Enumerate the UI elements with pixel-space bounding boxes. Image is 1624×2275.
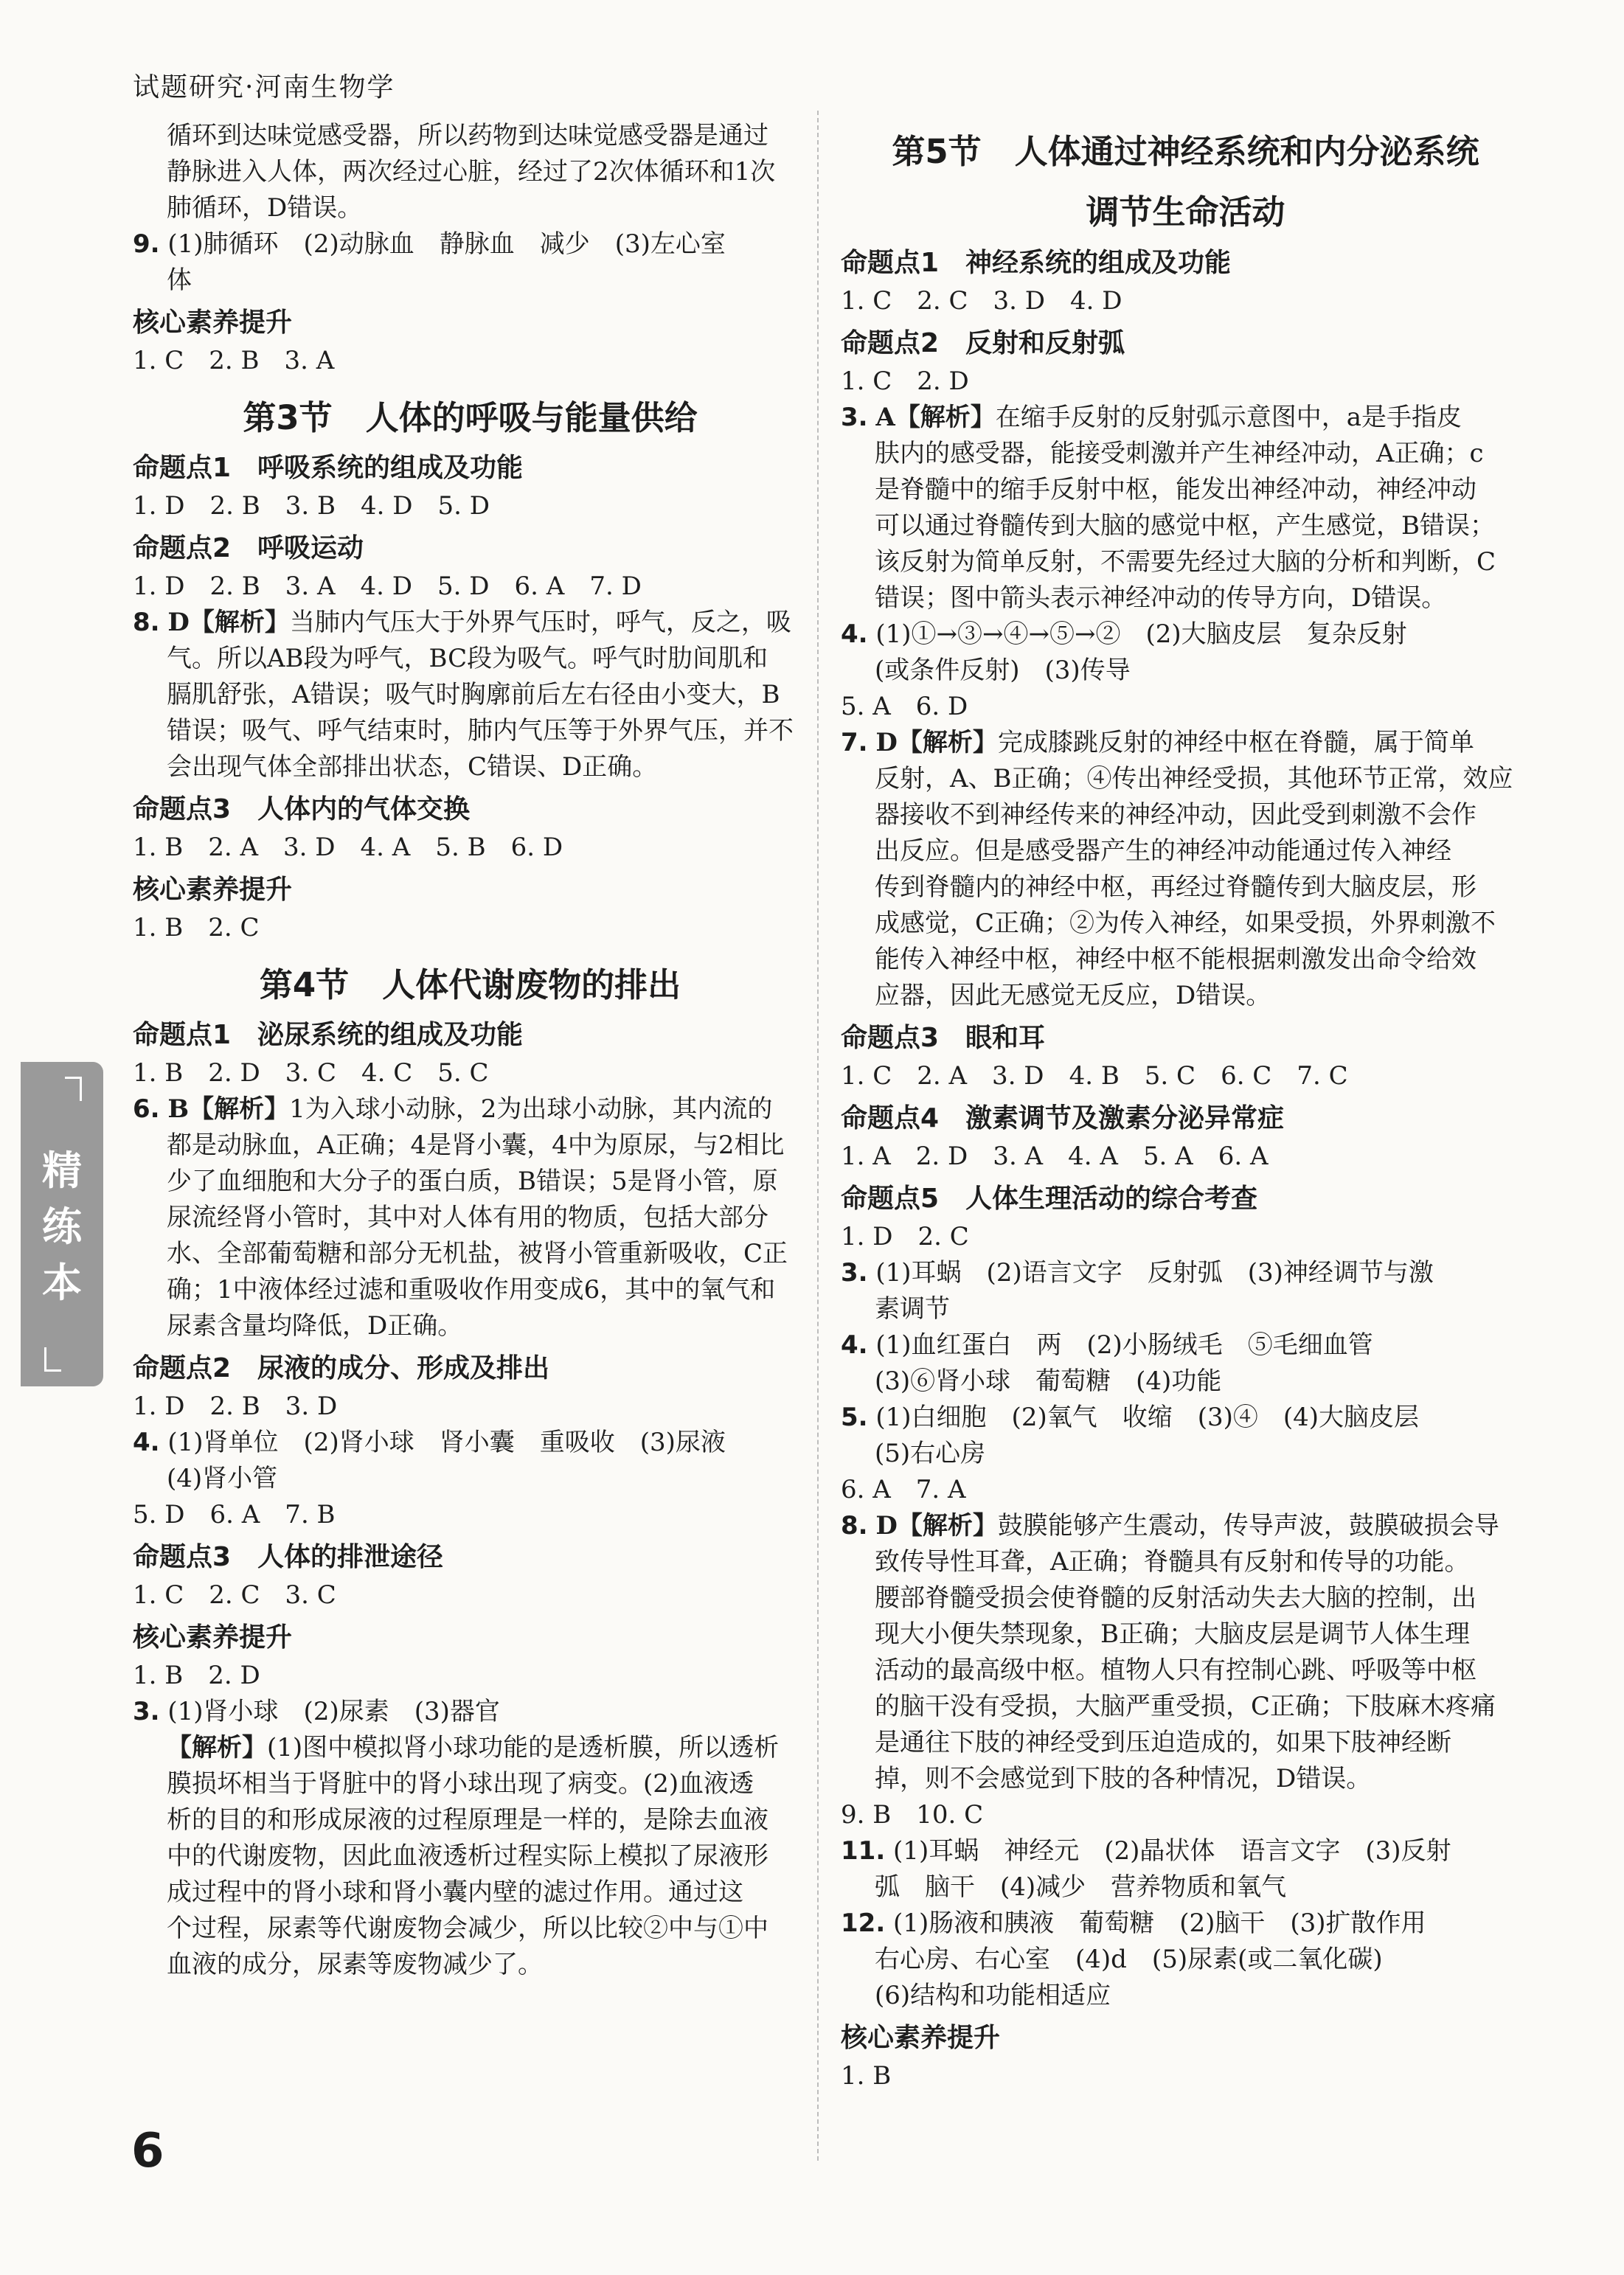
answer-text-line [841,797,1530,833]
answer-text: 析的目的和形成尿液的过程原理是一样的，是除去血液 [167,1805,768,1835]
answer-text: 传到脊髓内的神经中枢，再经过脊髓传到大脑皮层，形 [875,872,1476,902]
topic-heading: 命题点2 尿液的成分、形成及排出 [133,1353,550,1383]
analysis-tag: D【解析】 [875,1511,998,1541]
answer-text-line [133,1947,808,1983]
answer-text: 膈肌舒张，A错误；吸气时胸廓前后左右径由小变大，B [167,680,780,709]
question-number: 4. [841,1330,868,1360]
answer-text-line [133,1236,808,1272]
answer-text-line [133,1911,808,1947]
question-number: 6. [133,1094,160,1124]
answer-line [133,569,808,605]
answer-line [841,1327,1530,1364]
topic-heading: 命题点2 反射和反射弧 [841,328,1125,358]
answer-text-line [133,1128,808,1164]
answer-line [841,616,1530,653]
answer-text-line [841,1544,1530,1580]
answer-text-line [133,1308,808,1344]
answer-text: (1)肾小球 (2)尿素 (3)器官 [167,1697,500,1726]
answer-text: (6)结构和功能相适应 [875,1981,1111,2010]
topic-heading: 命题点3 眼和耳 [841,1023,1046,1053]
answer-line [841,1139,1530,1175]
answer-text: (或条件反射) (3)传导 [875,656,1131,685]
answer-text: 9. B 10. C [841,1800,984,1830]
answer-text: 5. A 6. D [841,692,968,721]
answer-text: 鼓膜能够产生震动，传导声波，鼓膜破损会导 [997,1511,1499,1541]
answer-text: 弧 脑干 (4)减少 营养物质和氧气 [875,1872,1287,1902]
topic-heading: 命题点5 人体生理活动的综合考查 [841,1184,1258,1214]
answer-text: (1)耳蜗 (2)语言文字 反射弧 (3)神经调节与激 [875,1258,1434,1288]
answer-text: (1)肺循环 (2)动脉血 静脉血 减少 (3)左心室 [167,229,726,259]
answer-text: 反射，A、B正确；④传出神经受损，其他环节正常，效应 [875,764,1513,793]
analysis-tag: D【解析】 [167,608,290,637]
question-number: 4. [841,619,868,649]
answer-line [841,1255,1530,1291]
answer-text: 1. C 2. B 3. A [133,346,335,375]
answer-line [841,2058,1530,2094]
answer-text: 1. B 2. D 3. C 4. C 5. C [133,1058,489,1088]
answer-line [133,488,808,524]
answer-text: 循环到达味觉感受器，所以药物到达味觉感受器是通过 [167,121,768,150]
answer-text: 当肺内气压大于外界气压时，呼气，反之，吸 [289,608,791,637]
answer-text: 是脊髓中的缩手反射中枢，能发出神经冲动，神经冲动 [875,475,1476,504]
answer-text-line [133,1164,808,1200]
answer-text: 活动的最高级中枢。植物人只有控制心跳、呼吸等中枢 [875,1656,1476,1685]
answer-line [841,1400,1530,1436]
answer-line [133,1055,808,1091]
answer-line [133,1425,808,1461]
answer-text: 1. C 2. A 3. D 4. B 5. C 6. C 7. C [841,1061,1348,1091]
answer-line [133,1091,808,1128]
answer-text: 器接收不到神经传来的神经冲动，因此受到刺激不会作 [875,800,1476,830]
side-tab-char: 精 [42,1147,82,1194]
answer-text: 1. D 2. B 3. A 4. D 5. D 6. A 7. D [133,572,642,601]
answer-text: 膜损坏相当于肾脏中的肾小球出现了病变。(2)血液透 [167,1769,754,1799]
answer-line [841,400,1530,436]
answer-line [133,1658,808,1694]
answer-text: 1. B [841,2061,892,2091]
topic-heading: 命题点1 呼吸系统的组成及功能 [133,453,524,483]
answer-text-line [133,641,808,677]
answer-line [133,1389,808,1425]
answer-text: 尿流经肾小管时，其中对人体有用的物质，包括大部分 [167,1203,768,1232]
answer-text-line [133,190,808,226]
section-title: 第5节 人体通过神经系统和内分泌系统 [892,132,1479,171]
answer-text: 成过程中的肾小球和肾小囊内壁的滤过作用。通过这 [167,1878,743,1907]
answer-text: 水、全部葡萄糖和部分无机盐，被肾小管重新吸收，C正 [167,1239,788,1268]
answer-text: 1. B 2. D [133,1661,260,1690]
answer-text: 少了血细胞和大分子的蛋白质，B错误；5是肾小管，原 [167,1167,778,1196]
answer-text: (1)白细胞 (2)氧气 收缩 (3)④ (4)大脑皮层 [875,1403,1420,1432]
answer-text-line [841,1580,1530,1616]
topic-heading: 命题点1 泌尿系统的组成及功能 [133,1020,524,1050]
answer-line [133,226,808,263]
answer-text: 1. B 2. C [133,913,260,942]
answer-text: 血液的成分，尿素等废物减少了。 [167,1950,543,1979]
answer-line [841,725,1530,761]
answer-text: 1. B 2. A 3. D 4. A 5. B 6. D [133,833,563,862]
page-number: 6 [131,2124,164,2178]
answer-text-line [841,761,1530,797]
answer-text: 1. C 2. D [841,367,969,396]
answer-text: 都是动脉血，A正确；4是肾小囊，4中为原尿，与2相比 [167,1130,785,1160]
answer-text: 体 [167,265,192,295]
answer-text-line [841,1291,1530,1327]
answer-text: 应器，因此无感觉无反应，D错误。 [875,981,1271,1010]
answer-line [841,1472,1530,1508]
side-tab-char: 本 [42,1260,82,1306]
answer-text: 错误；图中箭头表示神经冲动的传导方向，D错误。 [875,583,1447,613]
answer-line [133,830,808,866]
answer-text: 气。所以AB段为呼气，BC段为吸气。呼气时肋间肌和 [167,644,768,673]
answer-line [133,605,808,641]
answer-text-line [133,713,808,749]
answer-line [841,689,1530,725]
question-number: 8. [133,608,160,637]
answer-text-line [841,1364,1530,1400]
answer-text-line [841,472,1530,508]
left-column [133,118,808,1983]
answer-text: 个过程，尿素等代谢废物会减少，所以比较②中与①中 [167,1914,768,1943]
right-column [841,118,1530,2094]
answer-text: 肺循环，D错误。 [167,193,363,223]
topic-heading: 命题点2 呼吸运动 [133,533,364,563]
answer-text: (1)①→③→④→⑤→② (2)大脑皮层 复杂反射 [875,619,1407,649]
answer-text-line [133,1730,808,1766]
answer-text: (1)血红蛋白 两 (2)小肠绒毛 ⑤毛细血管 [875,1330,1373,1360]
answer-text: 确；1中液体经过滤和重吸收作用变成6，其中的氧气和 [167,1275,776,1305]
answer-line [841,364,1530,400]
answer-text: 成感觉，C正确；②为传入神经，如果受损，外界刺激不 [875,909,1496,938]
answer-text: (4)肾小管 [167,1464,278,1493]
answer-text: (1)图中模拟肾小球功能的是透析膜，所以透析 [267,1733,780,1762]
column-divider [817,111,819,2161]
answer-line [133,1577,808,1614]
answer-text: 该反射为简单反射，不需要先经过大脑的分析和判断，C [875,547,1496,577]
answer-text: 的脑干没有受损，大脑严重受损，C正确；下肢麻木疼痛 [875,1692,1496,1721]
answer-text-line [841,1978,1530,2014]
topic-heading: 核心素养提升 [133,1622,293,1653]
answer-text-line [133,1272,808,1308]
answer-text-line [133,1766,808,1802]
question-number: 8. [841,1511,868,1541]
answer-line [841,1508,1530,1544]
analysis-tag: B【解析】 [167,1094,290,1124]
answer-text-line [841,942,1530,978]
answer-text: 掉，则不会感觉到下肢的各种情况，D错误。 [875,1764,1372,1793]
answer-text-line [841,1689,1530,1725]
answer-text-line [133,1802,808,1838]
answer-text-line [841,1616,1530,1653]
answer-text-line [841,1725,1530,1761]
bracket-mark-top [65,1077,82,1101]
answer-text: 1. D 2. B 3. B 4. D 5. D [133,491,490,521]
question-number: 3. [133,1697,160,1726]
answer-text-line [133,118,808,154]
answer-text: 肤内的感受器，能接受刺激并产生神经冲动，A正确；c [875,439,1484,468]
answer-text: 完成膝跳反射的神经中枢在脊髓，属于简单 [997,728,1474,757]
answer-text-line [841,869,1530,906]
answer-text: (5)右心房 [875,1439,986,1468]
topic-heading: 核心素养提升 [133,875,293,905]
question-number: 11. [841,1836,886,1866]
question-number: 12. [841,1908,886,1938]
topic-heading: 核心素养提升 [133,308,293,338]
answer-text-line [841,906,1530,942]
answer-text: 会出现气体全部排出状态，C错误、D正确。 [167,752,658,782]
topic-heading: 命题点4 激素调节及激素分泌异常症 [841,1103,1285,1133]
topic-heading: 命题点3 人体的排泄途径 [133,1542,444,1572]
question-number: 3. [841,1258,868,1288]
answer-text: 尿素含量均降低，D正确。 [167,1311,463,1341]
answer-text: 1. C 2. C 3. C [133,1580,336,1610]
bracket-mark-bottom [44,1347,61,1372]
answer-text: 可以通过脊髓传到大脑的感觉中枢，产生感觉，B错误； [875,511,1495,541]
answer-text-line [841,1761,1530,1797]
analysis-tag: A【解析】 [875,403,996,432]
answer-text: 素调节 [875,1294,950,1324]
answer-line [133,343,808,379]
answer-text-line [133,1875,808,1911]
answer-line [133,1497,808,1533]
answer-text-line [841,1942,1530,1978]
question-number: 7. [841,728,868,757]
answer-text-line [841,1653,1530,1689]
answer-text-line [133,154,808,190]
answer-line [841,1906,1530,1942]
topic-heading: 命题点3 人体内的气体交换 [133,794,471,824]
side-tab [21,1062,103,1386]
answer-text-line [841,1436,1530,1472]
answer-text: 右心房、右心室 (4)d (5)尿素(或二氧化碳) [875,1945,1383,1974]
answer-text-line [841,1869,1530,1906]
answer-text: 5. D 6. A 7. B [133,1500,336,1529]
answer-text: 1. C 2. C 3. D 4. D [841,286,1122,316]
answer-text: 1. D 2. B 3. D [133,1392,338,1421]
answer-line [133,1694,808,1730]
answer-text: 静脉进入人体，两次经过心脏，经过了2次体循环和1次 [167,157,776,187]
answer-text-line [841,436,1530,472]
answer-text: 现大小便失禁现象，B正确；大脑皮层是调节人体生理 [875,1619,1470,1649]
analysis-tag: 【解析】 [167,1733,267,1762]
answer-text: 腰部脊髓受损会使脊髓的反射活动失去大脑的控制，出 [875,1583,1476,1613]
answer-text: 1. D 2. C [841,1222,969,1251]
answer-text: 在缩手反射的反射弧示意图中，a是手指皮 [995,403,1462,432]
answer-text: 能传入神经中枢，神经中枢不能根据刺激发出命令给效 [875,945,1476,974]
answer-text: 致传导性耳聋，A正确；脊髓具有反射和传导的功能。 [875,1547,1470,1577]
answer-text: (3)⑥肾小球 葡萄糖 (4)功能 [875,1366,1222,1396]
question-number: 9. [133,229,160,259]
side-tab-label [21,1143,103,1311]
answer-text-line [841,653,1530,689]
answer-text: (1)耳蜗 神经元 (2)晶状体 语言文字 (3)反射 [893,1836,1451,1866]
answer-text: 6. A 7. A [841,1475,966,1504]
section-title: 第3节 人体的呼吸与能量供给 [243,398,698,437]
topic-heading: 核心素养提升 [841,2023,1001,2053]
answer-text-line [841,544,1530,580]
answer-text-line [133,1200,808,1236]
answer-text: 1. A 2. D 3. A 4. A 5. A 6. A [841,1142,1269,1171]
answer-text: 出反应。但是感受器产生的神经冲动能通过传入神经 [875,836,1451,866]
answer-text-line [841,978,1530,1014]
answer-text-line [133,263,808,299]
question-number: 4. [133,1428,160,1457]
answer-text-line [133,1838,808,1875]
answer-text: 1为入球小动脉，2为出球小动脉，其内流的 [289,1094,773,1124]
answer-text-line [133,749,808,785]
answer-text-line [841,833,1530,869]
analysis-tag: D【解析】 [875,728,998,757]
answer-line [841,283,1530,319]
answer-text-line [841,508,1530,544]
answer-text: 是通往下肢的神经受到压迫造成的，如果下肢神经断 [875,1728,1451,1757]
question-number: 3. [841,403,868,432]
answer-text: (1)肾单位 (2)肾小球 肾小囊 重吸收 (3)尿液 [167,1428,726,1457]
answer-text: 中的代谢废物，因此血液透析过程实际上模拟了尿液形 [167,1841,768,1871]
answer-text-line [841,580,1530,616]
question-number: 5. [841,1403,868,1432]
topic-heading: 命题点1 神经系统的组成及功能 [841,248,1232,278]
answer-text: (1)肠液和胰液 葡萄糖 (2)脑干 (3)扩散作用 [893,1908,1426,1938]
side-tab-char: 练 [42,1204,82,1250]
answer-text-line [133,677,808,713]
answer-line [841,1219,1530,1255]
answer-line [841,1833,1530,1869]
answer-text: 错误；吸气、呼气结束时，肺内气压等于外界气压，并不 [167,716,794,746]
running-header: 试题研究·河南生物学 [133,72,395,103]
answer-line [133,910,808,946]
section-title: 第4节 人体代谢废物的排出 [259,965,681,1004]
answer-line [841,1797,1530,1833]
answer-line [841,1058,1530,1094]
section-title: 调节生命活动 [1086,192,1285,232]
answer-text-line [133,1461,808,1497]
